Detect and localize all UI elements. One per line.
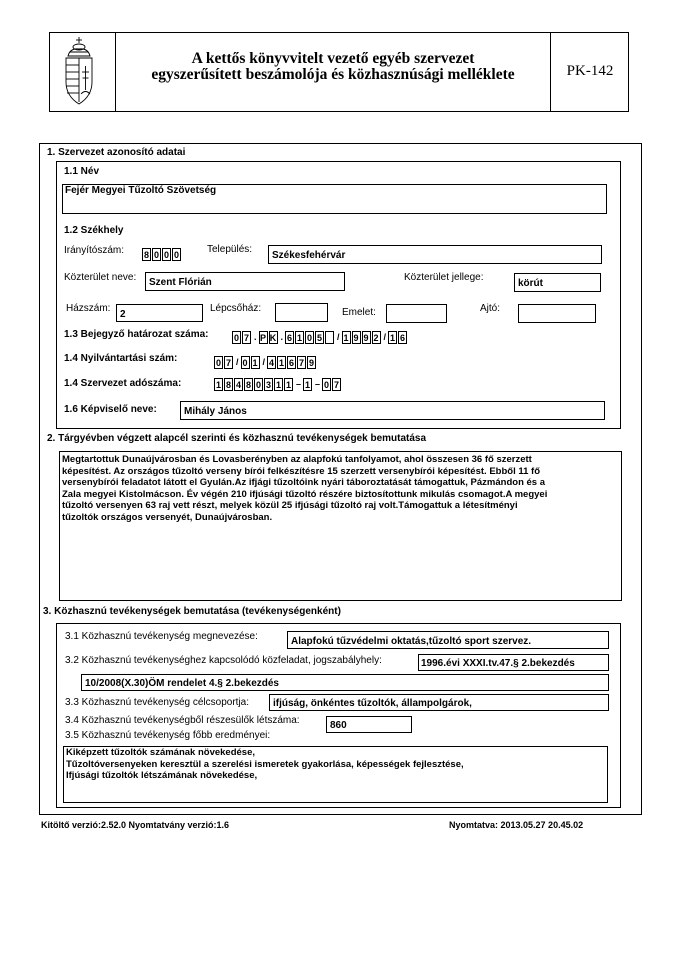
street-type-label: Közterület jellege: [404, 272, 484, 283]
city-label: Település: [207, 244, 253, 255]
street-type-field[interactable] [514, 273, 601, 292]
char-cell: 0 [153, 249, 159, 260]
street-type-value: körút [518, 278, 543, 289]
char-cell: 6 [400, 332, 406, 343]
char-cell: 8 [225, 379, 231, 390]
zip-code-cells[interactable] [142, 247, 182, 261]
beneficiaries-count-value: 860 [330, 720, 347, 731]
separator: / [262, 357, 266, 367]
char-cell: 0 [215, 357, 221, 368]
beneficiaries-count-field[interactable] [326, 716, 412, 733]
form-title-line2: egyszerűsített beszámolója és közhasznúsági melléklete [151, 66, 515, 83]
door-field[interactable] [518, 304, 596, 323]
registry-number-cells[interactable] [214, 355, 317, 369]
target-group-value: ifjúság, önkéntes tűzoltók, állampolgárok, [273, 698, 472, 709]
char-cell: 8 [143, 249, 149, 260]
char-cell: 2 [373, 332, 379, 343]
beneficiaries-count-label: 3.4 Közhasznú tevékenységből részesülők létszáma: [65, 715, 300, 726]
floor-field[interactable] [386, 304, 447, 323]
char-cell: 6 [289, 357, 295, 368]
public-task-field-2[interactable] [81, 674, 609, 691]
char-cell: 0 [242, 357, 248, 368]
char-cell: 4 [235, 379, 241, 390]
house-number-value: 2 [120, 309, 126, 320]
representative-value: Mihály János [184, 406, 247, 417]
char-cell: 3 [265, 379, 271, 390]
char-cell: 6 [287, 332, 293, 343]
house-number-field[interactable] [116, 304, 203, 322]
activities-text-field[interactable] [59, 451, 622, 601]
char-cell: 0 [255, 379, 261, 390]
char-cell: 0 [173, 249, 179, 260]
char-cell: 0 [163, 249, 169, 260]
tax-number-label: 1.4 Szervezet adószáma: [64, 378, 182, 389]
activity-name-field[interactable] [287, 631, 609, 649]
separator: . [280, 332, 284, 342]
activities-text: Megtartottuk Dunaújvárosban és Lovasberényben az alapfokú tanfolyamot, ahol összesen 36 fő szerzett képesítést. Az országos tűzoltó verseny bírói felkészítésre 15 szerzett versenybírói képesítést. Ebből 11 fő versenybírói feladatot látott el Gyulán.Az ifjági tűzoltóink nyári táboroztatását támogattuk, Pázmándon és a Zala megyei Kistolmácson. Év végén 210 ifjúsági tűzoltó részére biztosítottunk mikulás csomagot.A megyei tűzoltó versenyen 63 raj vett részt, melyek közül 25 ifjúsági tűzoltó raj volt.Támogattuk a létesítményi tűzoltók országos versenyét, Dunaújvárosban. [62, 454, 548, 523]
house-number-label: Házszám: [66, 303, 111, 314]
separator: . [254, 332, 257, 342]
results-text: Kiképzett tűzoltók számának növekedése, Tűzoltóversenyeken keresztül a szerelési ismeretek gyakorlása, képességek fejlesztése, Ifjúsági tűzoltók létszámának növekedése, [66, 747, 464, 782]
char-cell: 1 [343, 332, 349, 343]
activity-name-label: 3.1 Közhasznú tevékenység megnevezése: [65, 631, 258, 642]
char-cell: 1 [297, 332, 303, 343]
street-value: Szent Flórián [149, 277, 212, 288]
char-cell: 9 [309, 357, 315, 368]
form-title-line1: A kettős könyvvitelt vezető egyéb szervezet [191, 50, 475, 67]
public-task-value-2: 10/2008(X.30)ÖM rendelet 4.§ 2.bekezdés [85, 678, 279, 689]
form-code: PK-142 [566, 63, 614, 79]
separator: – [296, 379, 302, 389]
section2-title: 2. Tárgyévben végzett alapcél szerinti és közhasznú tevékenységek bemutatása [47, 433, 427, 444]
seat-label: 1.2 Székhely [64, 225, 124, 236]
name-value: Fejér Megyei Tűzoltó Szövetség [65, 185, 217, 196]
registry-label: 1.4 Nyilvántartási szám: [64, 353, 178, 364]
char-cell: 1 [390, 332, 396, 343]
results-label: 3.5 Közhasznú tevékenység főbb eredményei: [65, 730, 271, 741]
char-cell: 7 [299, 357, 305, 368]
zip-label: Irányítószám: [64, 245, 125, 256]
char-cell: 5 [317, 332, 323, 343]
door-label: Ajtó: [480, 303, 501, 314]
public-task-label: 3.2 Közhasznú tevékenységhez kapcsolódó közfeladat, jogszabályhely: [65, 655, 382, 666]
char-cell: K [269, 332, 277, 343]
resolution-number-cells[interactable] [232, 330, 408, 344]
char-cell: 1 [285, 379, 291, 390]
char-cell: 9 [353, 332, 359, 343]
tax-number-cells[interactable] [214, 377, 342, 391]
activity-name-value: Alapfokú tűzvédelmi oktatás,tűzoltó sport szervez. [291, 636, 532, 647]
floor-label: Emelet: [342, 307, 376, 318]
hungarian-coat-of-arms-icon [62, 36, 96, 108]
char-cell: P [260, 332, 267, 343]
city-value: Székesfehérvár [272, 250, 346, 261]
results-text-field[interactable] [63, 746, 608, 803]
char-cell: 0 [307, 332, 313, 343]
street-label: Közterület neve: [64, 272, 137, 283]
staircase-label: Lépcsőház: [210, 303, 262, 314]
separator: / [383, 332, 387, 342]
char-cell: 7 [243, 332, 249, 343]
name-field[interactable] [62, 184, 607, 214]
char-cell [325, 331, 334, 344]
public-task-field-1[interactable] [418, 654, 609, 671]
street-field[interactable] [145, 272, 345, 291]
staircase-field[interactable] [275, 303, 328, 322]
representative-label: 1.6 Képviselő neve: [64, 404, 157, 415]
char-cell: 1 [279, 357, 285, 368]
char-cell: 0 [233, 332, 239, 343]
name-label: 1.1 Név [64, 166, 100, 177]
target-group-label: 3.3 Közhasznú tevékenység célcsoportja: [65, 697, 249, 708]
char-cell: 9 [363, 332, 369, 343]
representative-field[interactable] [180, 401, 605, 420]
char-cell: 1 [252, 357, 258, 368]
footer-print-date: Nyomtatva: 2013.05.27 20.45.02 [449, 820, 584, 830]
target-group-field[interactable] [269, 694, 609, 711]
char-cell: 7 [225, 357, 231, 368]
char-cell: 7 [334, 379, 340, 390]
section3-title: 3. Közhasznú tevékenységek bemutatása (tevékenységenként) [43, 606, 341, 617]
separator: – [315, 379, 321, 389]
separator: / [236, 357, 239, 367]
section1-title: 1. Szervezet azonosító adatai [47, 147, 186, 158]
char-cell: 1 [305, 379, 311, 390]
footer-version: Kitöltő verzió:2.52.0 Nyomtatvány verzió:1.6 [41, 820, 230, 830]
char-cell: 8 [245, 379, 251, 390]
char-cell: 4 [269, 357, 275, 368]
resolution-label: 1.3 Bejegyző határozat száma: [64, 329, 209, 340]
city-field[interactable] [268, 245, 602, 264]
char-cell: 1 [275, 379, 281, 390]
separator: / [337, 332, 340, 342]
public-task-value-1: 1996.évi XXXI.tv.47.§ 2.bekezdés [421, 658, 575, 669]
char-cell: 1 [215, 379, 221, 390]
char-cell: 0 [324, 379, 330, 390]
